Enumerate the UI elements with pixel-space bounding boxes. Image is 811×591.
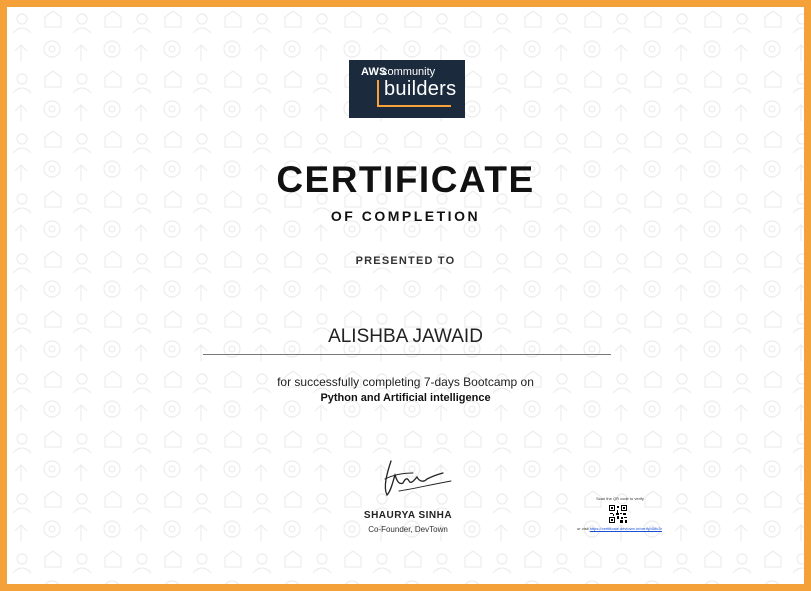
- verification-link[interactable]: https://certificate.devtown.in/verify/4Mc3r: [589, 526, 662, 531]
- qr-code-icon: [608, 504, 628, 524]
- presented-to-label: PRESENTED TO: [355, 255, 456, 267]
- recipient-name: ALISHBA JAWAID: [328, 326, 483, 347]
- signatory-title: Co-Founder, DevTown: [368, 525, 448, 534]
- logo-builders-text: builders: [384, 78, 457, 100]
- name-underline: [203, 354, 611, 355]
- certificate-subtitle: OF COMPLETION: [330, 208, 481, 224]
- course-name: Python and Artificial intelligence: [320, 392, 491, 404]
- logo-accent-underline: [377, 105, 451, 107]
- qr-caption: Scan the QR code to verify: [596, 496, 644, 501]
- certificate-title: CERTIFICATE: [276, 159, 535, 200]
- completion-description: for successfully completing 7-days Bootcamp on: [277, 375, 534, 389]
- logo-aws-text: AWS: [361, 66, 387, 78]
- aws-community-builders-logo: [349, 60, 465, 118]
- logo-community-text: community: [382, 66, 436, 78]
- visit-prefix: or visit: [577, 526, 589, 531]
- verification-row: [552, 526, 687, 531]
- logo-accent-bar: [377, 80, 379, 106]
- signatory-name: SHAURYA SINHA: [363, 510, 453, 521]
- signature-image: [369, 451, 459, 501]
